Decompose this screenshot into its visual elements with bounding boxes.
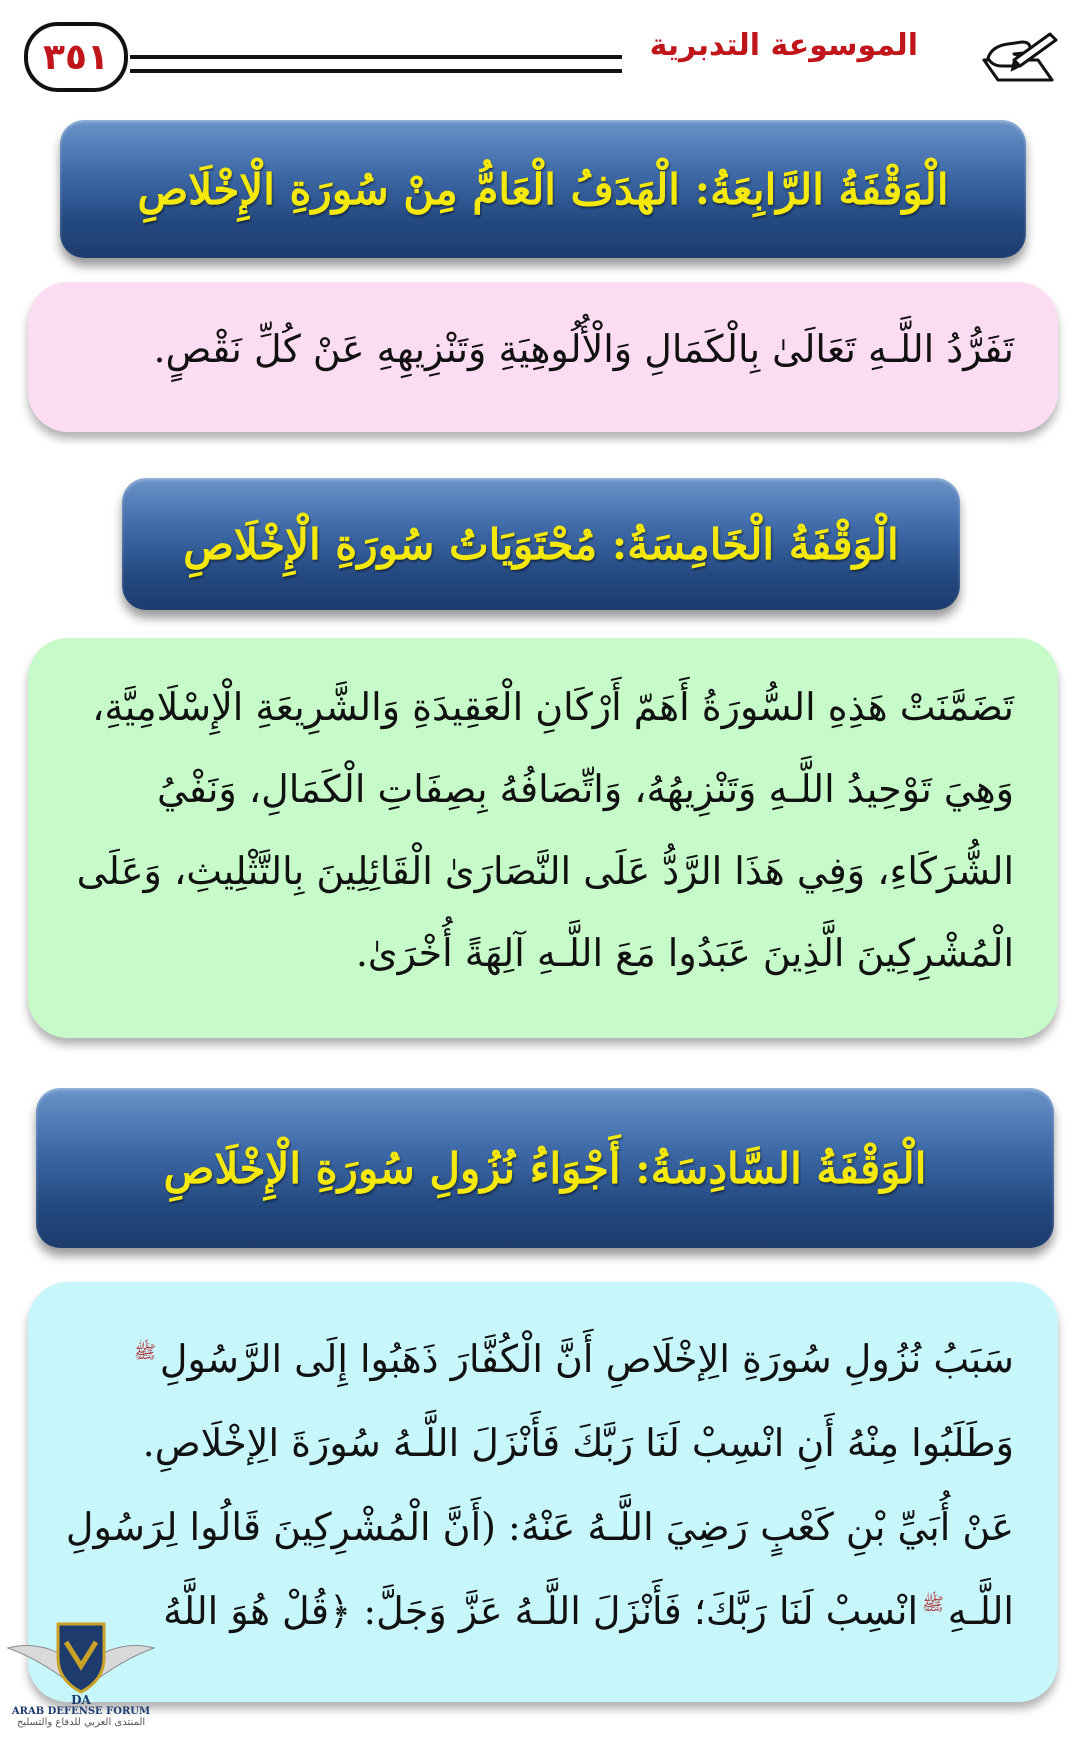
forum-name-latin: ARAB DEFENSE FORUM <box>11 1706 151 1717</box>
section-5-line-4: الْمُشْرِكِينَ الَّذِينَ عَبَدُوا مَعَ اللَّـهِ آلِهَةً أُخْرَىٰ. <box>355 931 1014 975</box>
header-title: الموسوعة التدبرية <box>649 28 918 63</box>
section-6-content-box <box>28 1282 1058 1702</box>
section-5-title-box <box>122 478 960 610</box>
forum-logo-icon <box>6 1618 156 1708</box>
section-5-content-box <box>28 638 1058 1038</box>
honorific-mark: ﷺ <box>922 1594 944 1616</box>
section-4-title: الْوَقْفَةُ الرَّابِعَةُ: الْهَدَفُ الْعَامُّ مِنْ سُورَةِ الْإِخْلَاصِ <box>137 164 949 214</box>
header-divider <box>130 55 622 73</box>
section-5-title: الْوَقْفَةُ الْخَامِسَةُ: مُحْتَوَيَاتُ سُورَةِ الْإِخْلَاصِ <box>183 519 899 569</box>
honorific-mark: ﷺ <box>134 1342 156 1364</box>
section-4-title-box <box>60 120 1026 258</box>
forum-watermark <box>6 1618 156 1736</box>
section-5-line-3: الشُّرَكَاءِ، وَفِي هَذَا الرَّدُّ عَلَى النَّصَارَىٰ الْقَائِلِينَ بِالتَّثْلِيثِ، وَعَلَى <box>76 849 1014 893</box>
section-6-title-box <box>36 1088 1054 1248</box>
page-header <box>0 0 1080 100</box>
section-5-line-2: وَهِيَ تَوْحِيدُ اللَّـهِ وَتَنْزِيهُهُ، وَاتِّصَافُهُ بِصِفَاتِ الْكَمَالِ، وَنَفْيُ <box>156 767 1014 811</box>
page-number: ٣٥١ <box>24 22 128 92</box>
logo-letters: DA <box>71 1693 91 1707</box>
section-6-line-3: عَنْ أُبَيِّ بْنِ كَعْبٍ رَضِيَ اللَّـهُ عَنْهُ: (أَنَّ الْمُشْرِكِينَ قَالُوا لِرَسُولِ <box>65 1505 1014 1549</box>
forum-name-arabic: المنتدى العربي للدفاع والتسليح <box>16 1717 146 1728</box>
section-6-title: الْوَقْفَةُ السَّادِسَةُ: أَجْوَاءُ نُزُولِ سُورَةِ الْإِخْلَاصِ <box>163 1143 927 1193</box>
section-6-line-1-text: سَبَبُ نُزُولِ سُورَةِ الِإخْلَاصِ أَنَّ الْكُفَّارَ ذَهَبُوا إِلَى الرَّسُولِ <box>159 1337 1014 1381</box>
section-6-line-1 <box>72 1337 1014 1381</box>
section-6-line-4 <box>72 1589 1014 1633</box>
section-6-line-4-start: اللَّـهِ <box>947 1589 1014 1633</box>
section-4-content-box <box>28 282 1058 432</box>
section-6-line-2: وَطَلَبُوا مِنْهُ أَنِ انْسِبْ لَنَا رَبَّكَ فَأَنْزَلَ اللَّـهُ سُورَةَ الِإخْلَاصِ. <box>142 1421 1014 1465</box>
section-6-line-4-end: انْسِبْ لَنَا رَبَّكَ؛ فَأَنْزَلَ اللَّـهُ عَزَّ وَجَلَّ: ﴿قُلْ هُوَ اللَّهُ <box>163 1589 919 1633</box>
forum-name <box>6 1706 156 1728</box>
section-4-line-1: تَفَرُّدُ اللَّـهِ تَعَالَىٰ بِالْكَمَالِ وَالْأُلُوهِيَةِ وَتَنْزِيهِهِ عَنْ كُلِّ نَقْصٍ. <box>153 327 1014 371</box>
writing-hand-icon <box>978 30 1060 90</box>
section-5-line-1: تَضَمَّنَتْ هَذِهِ السُّورَةُ أَهَمّ أَرْكَانِ الْعَقِيدَةِ وَالشَّرِيعَةِ الْإِسْلَامِيَّةِ، <box>92 685 1014 729</box>
